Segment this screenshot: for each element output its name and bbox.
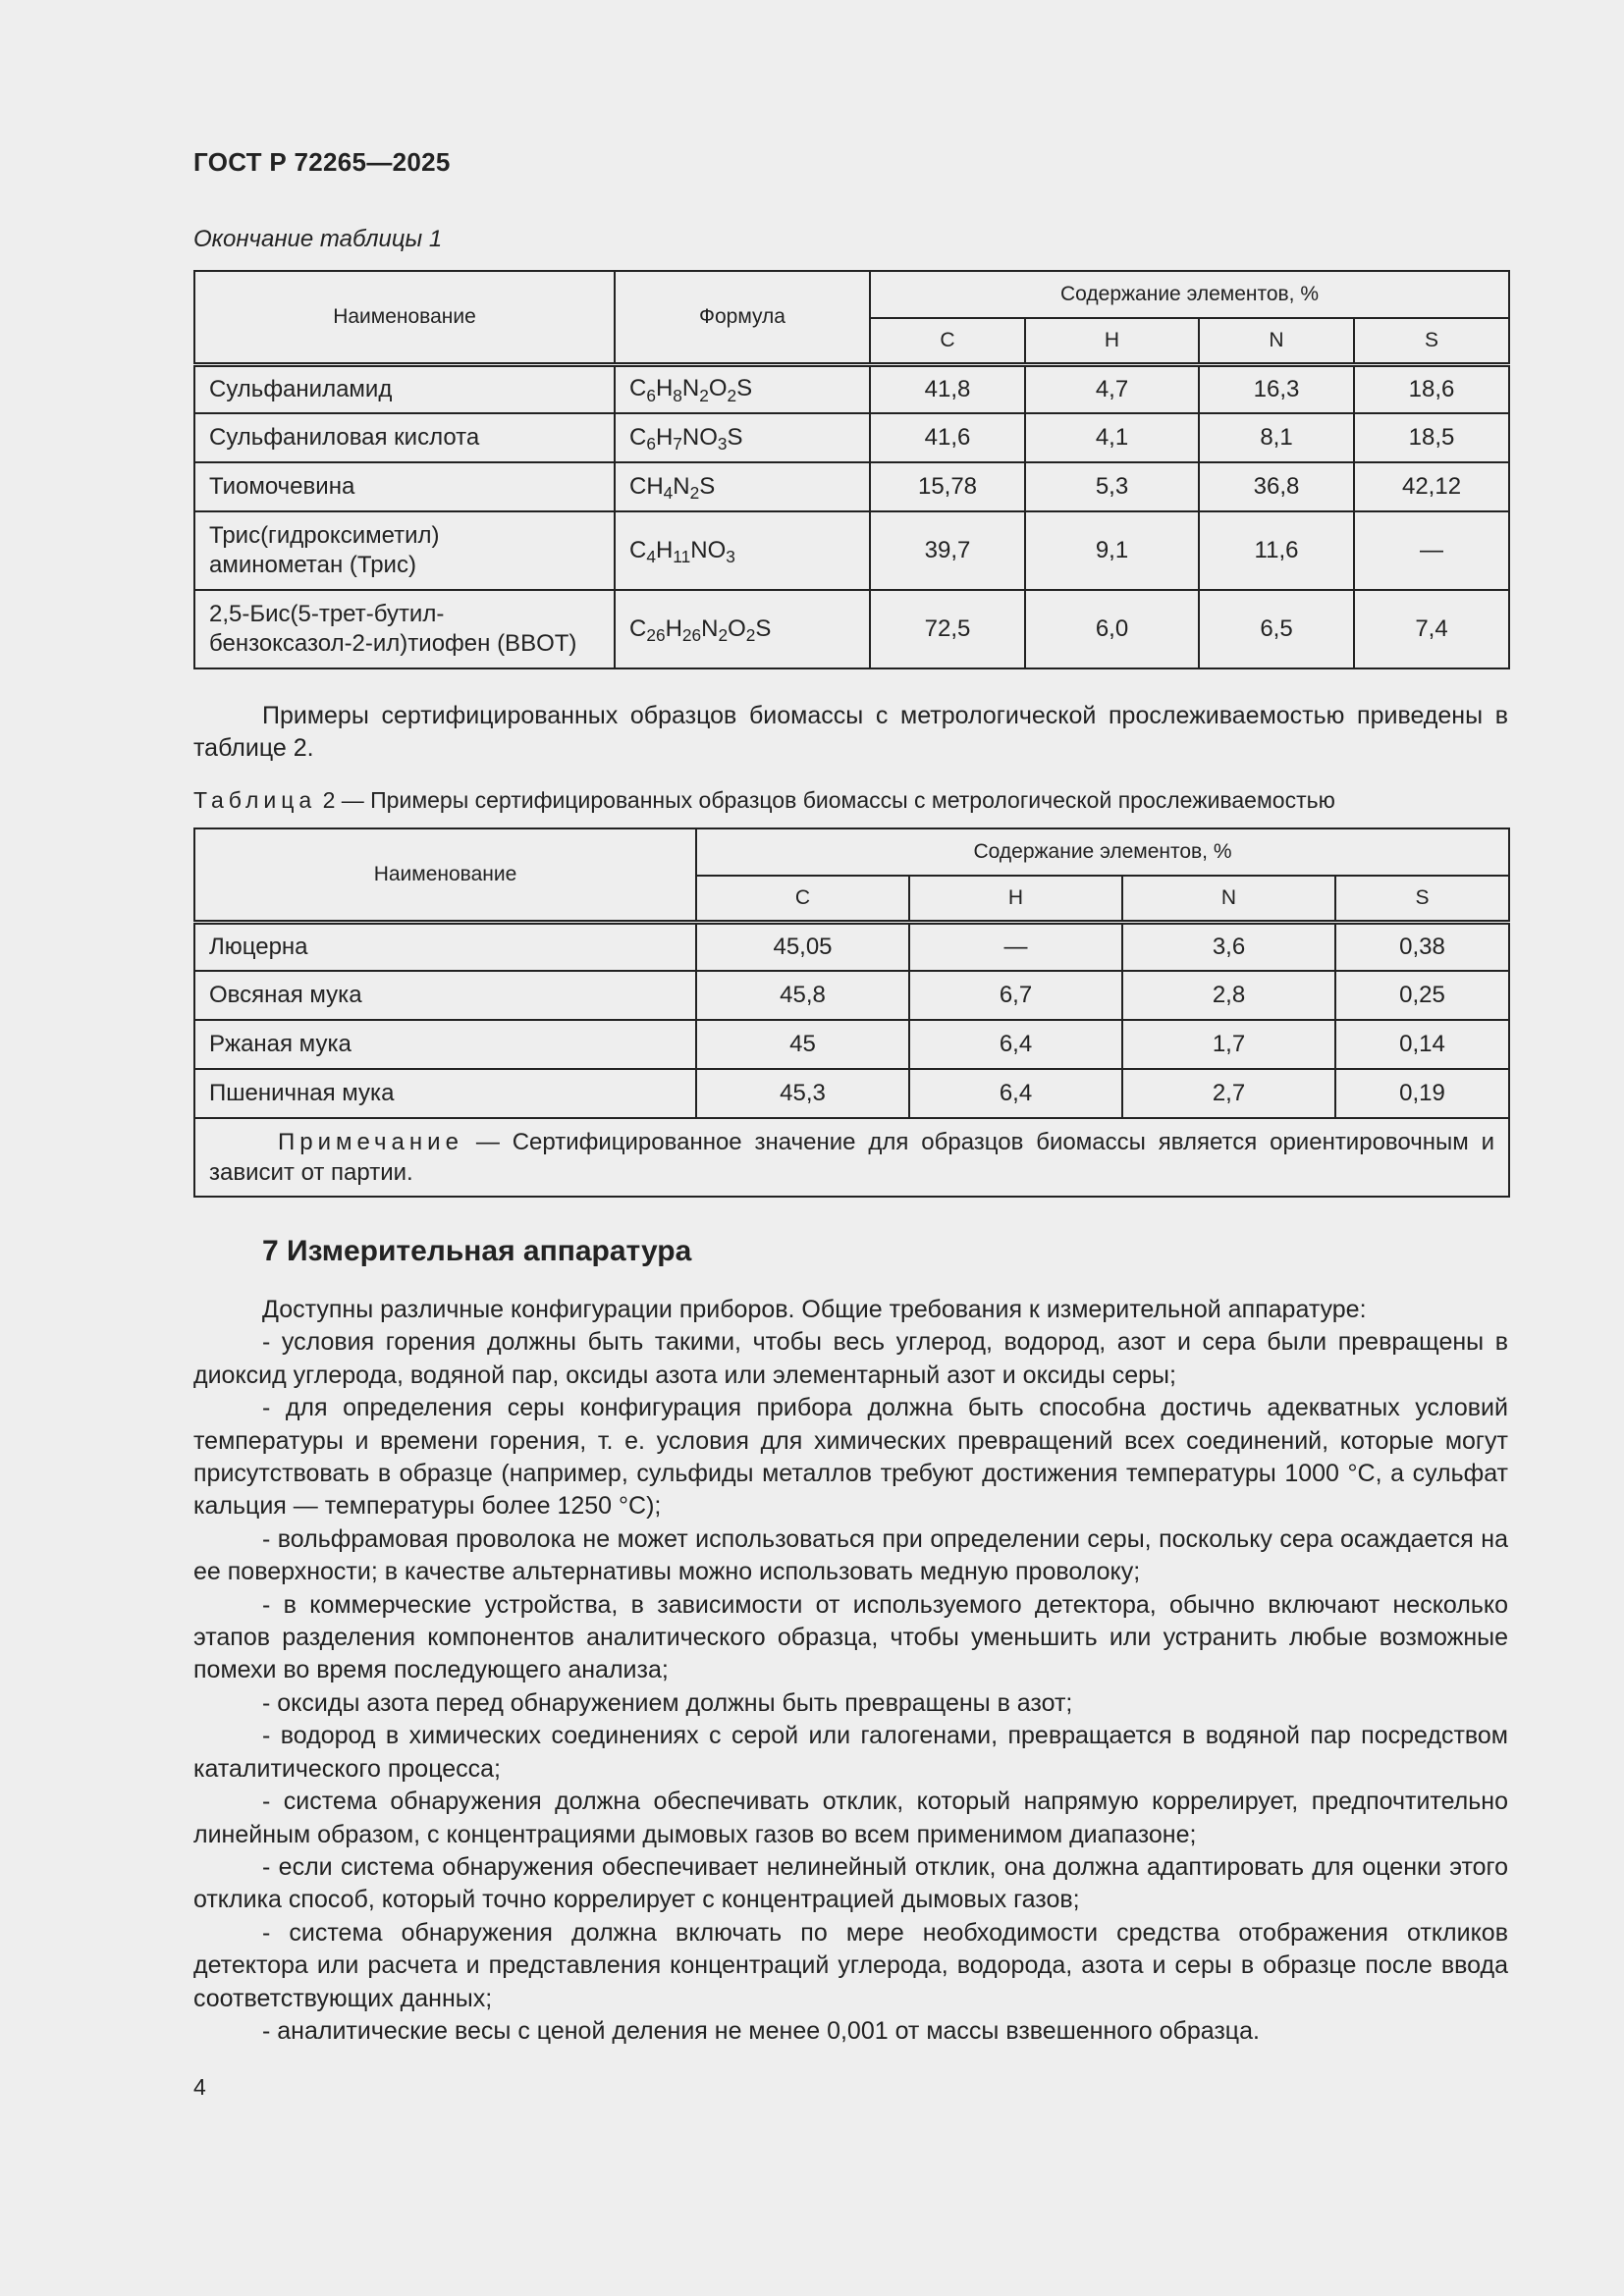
list-item: - система обнаружения должна включать по мере необходимости средства отображения откликов детектора или расчета и представления концентраций углерода, водорода, азота и серы в образце после ввода соответствующих данных; <box>193 1918 1508 2012</box>
note-text: — Сертифицированное значение для образцов биомассы является ориентировочным и зависит от партии. <box>209 1129 1495 1186</box>
table1-cell-name: Сульфаниламид <box>194 364 615 413</box>
table2-cell-s: 0,25 <box>1335 971 1509 1020</box>
table1-header-element: S <box>1354 318 1509 364</box>
table2-caption-text: 2 — Примеры сертифицированных образцов биомассы с метрологической прослеживаемостью <box>316 787 1335 813</box>
table1-cell-name: Трис(гидроксиметил) аминометан (Трис) <box>194 511 615 590</box>
table1-cell-h: 4,7 <box>1025 364 1199 413</box>
table1-cell-formula: $C_{26}H_{26}N_2O_2S$ <box>615 590 870 668</box>
table1-header-element: H <box>1025 318 1199 364</box>
table2-cell-h: 6,4 <box>909 1069 1122 1118</box>
note-label: Примечание <box>278 1129 463 1155</box>
table-row <box>194 511 1509 590</box>
table1-cell-c: 15,78 <box>870 462 1025 511</box>
list-item: - если система обнаружения обеспечивает нелинейный отклик, она должна адаптировать для оценки этого отклика способ, который точно коррелирует с концентрацией дымовых газов; <box>193 1852 1508 1914</box>
document-header: ГОСТ Р 72265—2025 <box>193 147 451 177</box>
table2-header-element: H <box>909 876 1122 922</box>
table1 <box>193 270 1510 669</box>
table1-cell-formula: $C_6H_8N_2O_2S$ <box>615 364 870 413</box>
table2-cell-n: 2,7 <box>1122 1069 1335 1118</box>
table1-cell-h: 5,3 <box>1025 462 1199 511</box>
table2-cell-name: Ржаная мука <box>194 1020 696 1069</box>
table2-cell-name: Овсяная мука <box>194 971 696 1020</box>
table1-cell-name: 2,5-Бис(5-трет-бутил- бензоксазол-2-ил)тиофен (BBOT) <box>194 590 615 668</box>
table1-cell-formula: $C_6H_7NO_3S$ <box>615 413 870 462</box>
table2-cell-s: 0,38 <box>1335 922 1509 971</box>
table2-cell-s: 0,19 <box>1335 1069 1509 1118</box>
table1-cell-formula: $CH_4N_2S$ <box>615 462 870 511</box>
table1-cell-s: — <box>1354 511 1509 590</box>
table2-cell-s: 0,14 <box>1335 1020 1509 1069</box>
table2-caption <box>193 787 1335 814</box>
table-row <box>194 971 1509 1020</box>
table1-cell-c: 41,6 <box>870 413 1025 462</box>
table2-note-row <box>194 1118 1509 1197</box>
table-row <box>194 1069 1509 1118</box>
table1-header-element: C <box>870 318 1025 364</box>
table1-cell-c: 39,7 <box>870 511 1025 590</box>
table2 <box>193 828 1510 1198</box>
table1-cell-c: 41,8 <box>870 364 1025 413</box>
table2-caption-label: Таблица <box>193 787 317 813</box>
table2-header-element: N <box>1122 876 1335 922</box>
list-item: - оксиды азота перед обнаружением должны быть превращены в азот; <box>262 1688 1073 1717</box>
table1-header-element: N <box>1199 318 1354 364</box>
table1-cell-s: 18,6 <box>1354 364 1509 413</box>
table-row <box>194 364 1509 413</box>
table1-cell-n: 36,8 <box>1199 462 1354 511</box>
table1-cell-c: 72,5 <box>870 590 1025 668</box>
table2-cell-c: 45,8 <box>696 971 909 1020</box>
page-number: 4 <box>193 2074 206 2100</box>
intro-paragraph: Примеры сертифицированных образцов биомассы с метрологической прослеживаемостью приведены в таблице 2. <box>193 702 1508 763</box>
table2-cell-name: Пшеничная мука <box>194 1069 696 1118</box>
table2-cell-c: 45 <box>696 1020 909 1069</box>
table2-cell-n: 2,8 <box>1122 971 1335 1020</box>
table1-cell-h: 6,0 <box>1025 590 1199 668</box>
table1-cell-h: 4,1 <box>1025 413 1199 462</box>
list-item: - для определения серы конфигурация прибора должна быть способна достичь адекватных условий температуры и времени горения, т. е. условия для химических превращений всех соединений, которые могут присутствовать в образце (например, сульфиды металлов требуют достижения температуры 1000 °C, а сульфат кальция — температуры более 1250 °C); <box>193 1394 1508 1521</box>
table-row <box>194 1020 1509 1069</box>
section-intro: Доступны различные конфигурации приборов. Общие требования к измерительной аппаратуре: <box>262 1296 1367 1323</box>
table-row <box>194 922 1509 971</box>
table1-cell-n: 16,3 <box>1199 364 1354 413</box>
table-row <box>194 462 1509 511</box>
table-row <box>194 590 1509 668</box>
table1-cell-s: 42,12 <box>1354 462 1509 511</box>
table1-cell-n: 6,5 <box>1199 590 1354 668</box>
table1-cell-n: 11,6 <box>1199 511 1354 590</box>
list-item: - условия горения должны быть такими, чтобы весь углерод, водород, азот и сера были превращены в диоксид углерода, водяной пар, оксиды азота или элементарный азот и оксиды серы; <box>193 1328 1508 1389</box>
table1-cell-n: 8,1 <box>1199 413 1354 462</box>
table2-header-element: C <box>696 876 909 922</box>
table2-note <box>194 1118 1509 1197</box>
table1-header-name: Наименование <box>194 271 615 364</box>
table2-cell-c: 45,05 <box>696 922 909 971</box>
table2-cell-n: 3,6 <box>1122 922 1335 971</box>
table1-header-content: Содержание элементов, % <box>870 271 1509 318</box>
table2-cell-n: 1,7 <box>1122 1020 1335 1069</box>
table1-cell-s: 18,5 <box>1354 413 1509 462</box>
list-item: - аналитические весы с ценой деления не менее 0,001 от массы взвешенного образца. <box>262 2016 1260 2045</box>
list-item: - вольфрамовая проволока не может использоваться при определении серы, поскольку сера осаждается на ее поверхности; в качестве альтернативы можно использовать медную проволоку; <box>193 1524 1508 1586</box>
table2-cell-h: 6,4 <box>909 1020 1122 1069</box>
table1-header-formula: Формула <box>615 271 870 364</box>
table2-cell-h: 6,7 <box>909 971 1122 1020</box>
table2-header-content: Содержание элементов, % <box>696 828 1509 876</box>
table2-cell-h: — <box>909 922 1122 971</box>
list-item: - водород в химических соединениях с серой или галогенами, превращается в водяной пар посредством каталитического процесса; <box>193 1722 1508 1783</box>
table1-cell-formula: $C_4H_{11}NO_3$ <box>615 511 870 590</box>
section-title: 7 Измерительная аппаратура <box>262 1235 692 1267</box>
table1-cell-name: Сульфаниловая кислота <box>194 413 615 462</box>
table2-cell-c: 45,3 <box>696 1069 909 1118</box>
table2-header-name: Наименование <box>194 828 696 922</box>
list-item: - в коммерческие устройства, в зависимости от используемого детектора, обычно включают несколько этапов разделения компонентов аналитического образца, чтобы уменьшить или устранить любые возможные помехи во время последующего анализа; <box>193 1590 1508 1684</box>
table2-cell-name: Люцерна <box>194 922 696 971</box>
table1-cell-s: 7,4 <box>1354 590 1509 668</box>
section-body <box>193 1294 1508 2048</box>
list-item: - система обнаружения должна обеспечивать отклик, который напрямую коррелирует, предпочтительно линейным образом, с концентрациями дымовых газов во всем применимом диапазоне; <box>193 1788 1508 1848</box>
table1-cell-h: 9,1 <box>1025 511 1199 590</box>
table1-cell-name: Тиомочевина <box>194 462 615 511</box>
table1-caption: Окончание таблицы 1 <box>193 226 443 252</box>
table-row <box>194 413 1509 462</box>
table2-header-element: S <box>1335 876 1509 922</box>
